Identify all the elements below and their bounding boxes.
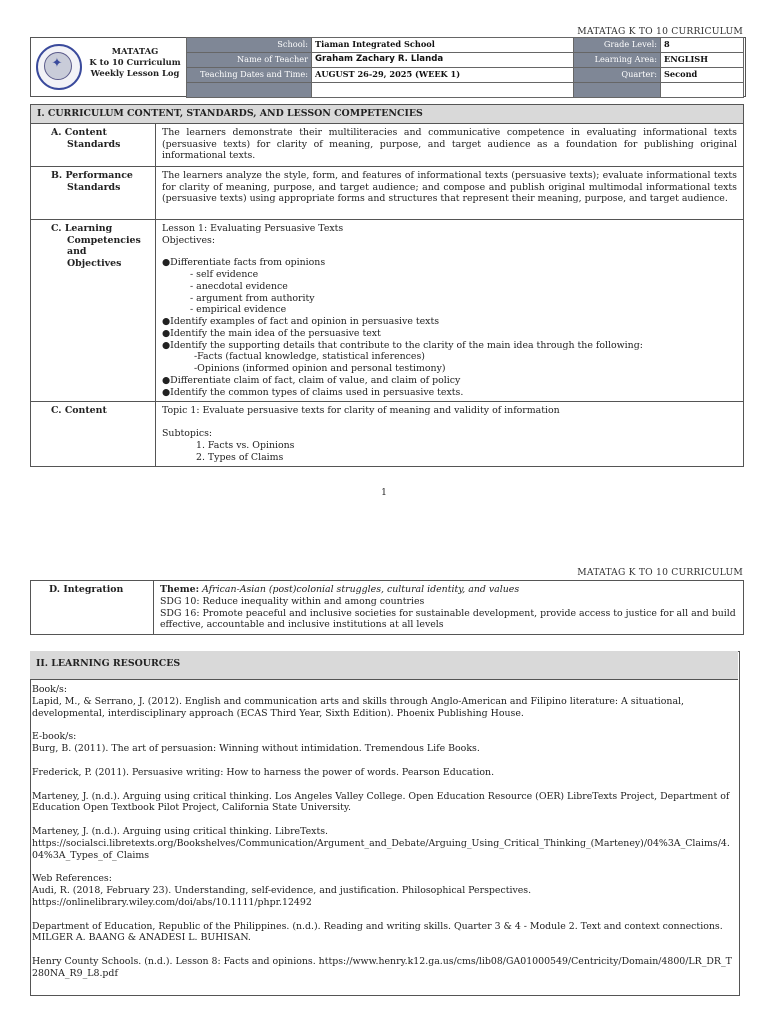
reference-item: Marteney, J. (n.d.). Arguing using critical thinking. Los Angeles Valley College. Open Education Resource (OER) LibreTexts Project, Department of Education Open Textbook Pilot Project, California State University. bbox=[32, 790, 730, 814]
quarter-label: Quarter: bbox=[574, 68, 661, 83]
theme-line bbox=[160, 584, 737, 596]
label-line: and bbox=[67, 246, 87, 258]
theme-label: Theme: bbox=[160, 584, 200, 595]
label-line: A. Content bbox=[51, 126, 107, 138]
evidence-item: - empirical evidence bbox=[190, 304, 287, 316]
integration-label: D. Integration bbox=[31, 581, 154, 635]
reference-item: Department of Education, Republic of the Philippines. (n.d.). Reading and writing skills. Quarter 3 & 4 - Module 2. Text and context connections. MILGER A. BAANG & ANADESI L. BUHISAN. bbox=[32, 920, 723, 944]
objective-item: ●Identify examples of fact and opinion in persuasive texts bbox=[162, 316, 440, 327]
books-label: Book/s: bbox=[32, 684, 67, 695]
spacer bbox=[162, 417, 737, 428]
subtopics-label: Subtopics: bbox=[162, 428, 213, 439]
teacher-value: Graham Zachary R. Llanda bbox=[312, 53, 574, 68]
objective-item: ●Identify the supporting details that contribute to the clarity of the main idea through the following: bbox=[162, 339, 643, 351]
subtopic-item: 1. Facts vs. Opinions bbox=[196, 439, 295, 451]
learning-resources-body bbox=[32, 684, 732, 992]
objective-item: ●Differentiate facts from opinions bbox=[162, 257, 326, 269]
curriculum-label: MATATAG K TO 10 CURRICULUM bbox=[577, 26, 743, 37]
page-number: 1 bbox=[381, 488, 387, 498]
integration-text bbox=[154, 581, 744, 635]
learning-resources-title: II. LEARNING RESOURCES bbox=[36, 658, 181, 669]
evidence-item: - argument from authority bbox=[190, 292, 315, 304]
reference-item: Frederick, P. (2011). Persuasive writing: How to harness the power of words. Pearson Education. bbox=[32, 766, 495, 778]
ebooks-label: E-book/s: bbox=[32, 731, 77, 743]
content-label: C. Content bbox=[31, 402, 156, 467]
content-standards-label bbox=[31, 123, 156, 166]
sdg-16: SDG 16: Promote peaceful and inclusive societies for sustainable development, provide access to justice for all and build effective, accountable and inclusive institutions at all levels bbox=[160, 607, 736, 631]
competencies-label bbox=[31, 219, 156, 402]
content-standards-text: The learners demonstrate their multiliteracies and communicative competence in evaluating informational texts (persuasive texts) for clarity of meaning, purpose, and target audience as a foundation for publishing original informational texts. bbox=[156, 123, 744, 166]
reference-item: Marteney, J. (n.d.). Arguing using critical thinking. LibreTexts. bbox=[32, 826, 329, 837]
reference-item: Audi, R. (2018, February 23). Understanding, self-evidence, and justification. Philosophical Perspectives. bbox=[32, 885, 532, 896]
objectives-label: Objectives: bbox=[162, 234, 215, 246]
header-blank-cell bbox=[661, 83, 744, 98]
label-line: C. Learning bbox=[51, 222, 113, 234]
header-blank-cell bbox=[312, 83, 574, 98]
header-info-table bbox=[186, 37, 744, 98]
seal-emblem-icon: ✦ bbox=[51, 56, 63, 71]
label-line: Objectives bbox=[67, 258, 122, 269]
content-text bbox=[156, 402, 744, 467]
lesson-title: Lesson 1: Evaluating Persuasive Texts bbox=[162, 222, 344, 234]
dates-label: Teaching Dates and Time: bbox=[187, 68, 312, 83]
objective-item: ●Identify the common types of claims used in persuasive texts. bbox=[162, 386, 464, 398]
learning-area-label: Learning Area: bbox=[574, 53, 661, 68]
log-title bbox=[84, 46, 186, 80]
objective-item: ●Identify the main idea of the persuasive text bbox=[162, 327, 381, 339]
reference-item: Burg, B. (2011). The art of persuasion: Winning without intimidation. Tremendous Life Books. bbox=[32, 743, 480, 754]
theme-value: African-Asian (post)colonial struggles, cultural identity, and values bbox=[202, 584, 520, 595]
section-title: I. CURRICULUM CONTENT, STANDARDS, AND LESSON COMPETENCIES bbox=[31, 105, 744, 124]
objective-item: ●Differentiate claim of fact, claim of value, and claim of policy bbox=[162, 374, 461, 386]
web-references-label: Web References: bbox=[32, 873, 112, 885]
header-blank-cell bbox=[187, 83, 312, 98]
section-curriculum-table bbox=[30, 104, 744, 467]
learning-resources-header bbox=[30, 651, 738, 680]
reference-item: Henry County Schools. (n.d.). Lesson 8: Facts and opinions. https://www.henry.k12.ga.us/cms/lib08/GA01000549/Centricity/Domain/4800/LR_DR_T280NA_R9_L8.pdf bbox=[32, 956, 732, 979]
sdg-10: SDG 10: Reduce inequality within and among countries bbox=[160, 595, 425, 607]
performance-standards-text: The learners analyze the style, form, and features of informational texts (persuasive texts); evaluate informational texts for clarity of meaning, purpose, and target audience; and compose and publish original multimodal informational texts (persuasive texts) using appropriate forms and structures that represent their meaning, purpose, and target audience. bbox=[156, 166, 744, 219]
log-title-line-2: K to 10 Curriculum bbox=[89, 57, 181, 68]
topic-line: Topic 1: Evaluate persuasive texts for clarity of meaning and validity of information bbox=[162, 405, 560, 417]
spacer bbox=[162, 246, 737, 257]
dates-value: AUGUST 26-29, 2025 (WEEK 1) bbox=[312, 68, 574, 83]
learning-area-value: ENGLISH bbox=[661, 53, 744, 68]
log-title-line-1: MATATAG bbox=[111, 46, 159, 56]
performance-standards-label bbox=[31, 166, 156, 219]
evidence-item: - anecdotal evidence bbox=[190, 280, 288, 292]
integration-table bbox=[30, 580, 744, 635]
grade-level-value: 8 bbox=[661, 38, 744, 53]
evidence-item: - self evidence bbox=[190, 269, 259, 280]
supporting-detail-item: -Facts (factual knowledge, statistical inferences) bbox=[194, 351, 425, 363]
header-blank-cell bbox=[574, 83, 661, 98]
reference-link[interactable]: https://socialsci.libretexts.org/Bookshelves/Communication/Argument_and_Debate/Arguing_Using_Critical_Thinking_(Marteney)/04%3A_Claims/4.04%3A_Types_of_Claims bbox=[32, 837, 730, 861]
reference-link[interactable]: https://onlinelibrary.wiley.com/doi/abs/10.1111/phpr.12492 bbox=[32, 896, 312, 908]
reference-item: Lapid, M., & Serrano, J. (2012). English and communication arts and skills through Anglo-American and Filipino literature: A situational, developmental, interdisciplinary approach (ECAS Third Year, Sixth Edition). Phoenix Publishing House. bbox=[32, 695, 685, 719]
school-label: School: bbox=[187, 38, 312, 53]
supporting-detail-item: -Opinions (informed opinion and personal testimony) bbox=[194, 363, 446, 374]
label-line: Standards bbox=[67, 138, 121, 150]
label-line: Standards bbox=[67, 181, 121, 193]
competencies-text bbox=[156, 219, 744, 402]
subtopic-item: 2. Types of Claims bbox=[196, 451, 284, 463]
grade-level-label: Grade Level: bbox=[574, 38, 661, 53]
school-value: Tiaman Integrated School bbox=[312, 38, 574, 53]
label-line: B. Performance bbox=[51, 169, 133, 181]
label-line: Competencies bbox=[67, 234, 141, 246]
curriculum-label: MATATAG K TO 10 CURRICULUM bbox=[577, 567, 743, 578]
teacher-label: Name of Teacher bbox=[187, 53, 312, 68]
quarter-value: Second bbox=[661, 68, 744, 83]
log-title-line-3: Weekly Lesson Log bbox=[90, 68, 180, 79]
